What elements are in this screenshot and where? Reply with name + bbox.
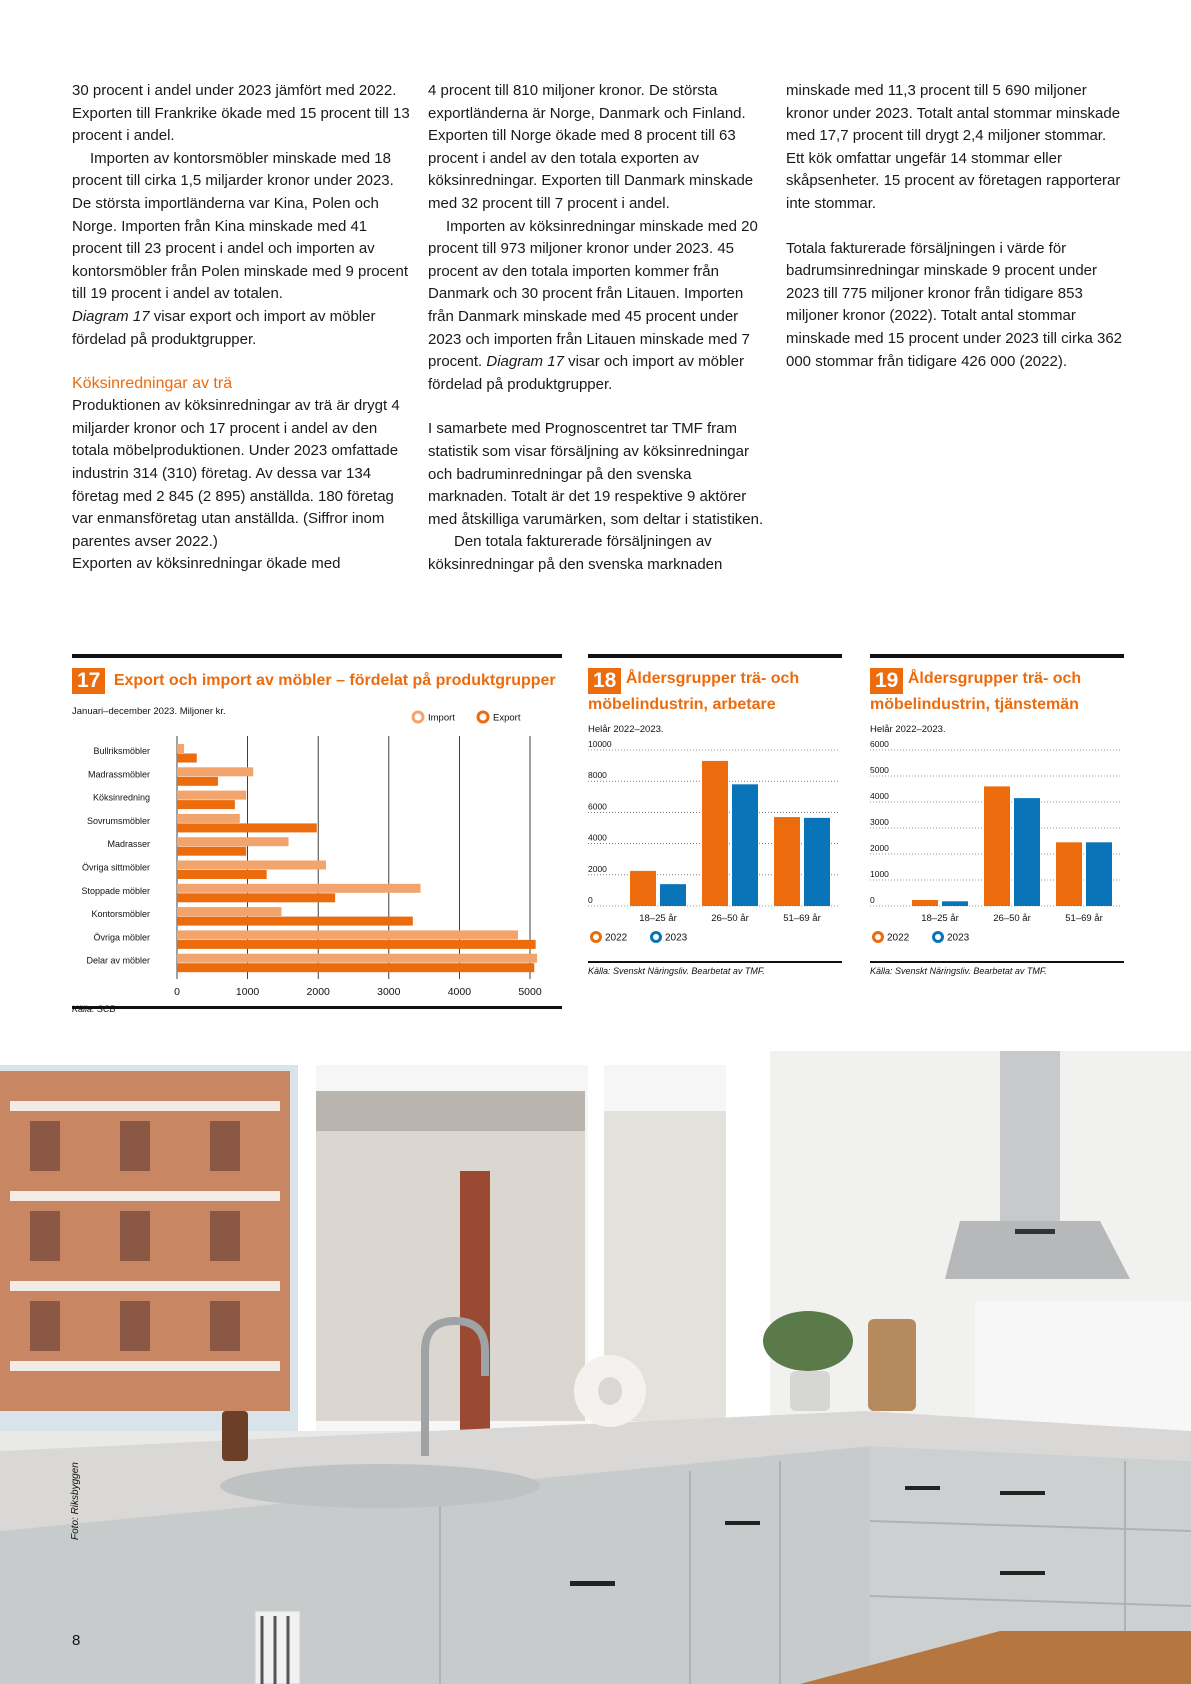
bar-import: [177, 861, 326, 870]
bar-2022: [984, 786, 1010, 906]
bar-2023: [804, 818, 830, 906]
bar-2023: [942, 901, 968, 906]
x-tick-label: 26–50 år: [711, 913, 749, 924]
bar-export: [177, 754, 197, 763]
x-tick-label: 26–50 år: [993, 913, 1031, 924]
chart-17-svg: [72, 700, 562, 1000]
bar-export: [177, 893, 335, 902]
paragraph-text: visar export och import av möbler fördelad på produktgrupper.: [72, 307, 376, 348]
page-number: 8: [72, 1632, 81, 1649]
bar-2022: [912, 900, 938, 906]
legend-marker: [934, 933, 943, 942]
y-tick-label: 2000: [870, 843, 889, 853]
chart-title: Export och import av möbler – fördelat på produktgrupper: [113, 672, 556, 689]
legend-marker: [652, 933, 661, 942]
bar-export: [177, 777, 218, 786]
chart-title: Åldersgrupper trä- och: [625, 670, 800, 687]
paragraph: [72, 148, 412, 351]
x-tick-label: 18–25 år: [639, 913, 677, 924]
bar-export: [177, 917, 413, 926]
text-column-2: [428, 80, 768, 576]
category-label: Madrassmöbler: [87, 769, 150, 780]
legend-marker: [592, 933, 601, 942]
paragraph: 30 procent i andel under 2023 jämfört med 2022. Exporten till Frankrike ökade med 15 procent till 13 procent i andel.: [72, 82, 410, 145]
bar-export: [177, 800, 235, 809]
y-tick-label: 5000: [870, 765, 889, 775]
category-label: Övriga sittmöbler: [81, 862, 150, 873]
chart-19: [870, 654, 1124, 963]
paragraph: Den totala fakturerade försäljningen av köksinredningar på den svenska marknaden: [428, 533, 723, 573]
chart-19-svg: [870, 738, 1124, 960]
chart-18-svg: [588, 738, 842, 960]
paragraph: Exporten av köksinredningar ökade med: [72, 555, 341, 573]
x-tick-label: 3000: [377, 986, 401, 998]
bar-2022: [630, 871, 656, 906]
y-tick-label: 8000: [588, 770, 607, 781]
category-label: Bullriksmöbler: [93, 746, 150, 756]
y-tick-label: 4000: [588, 832, 607, 843]
y-tick-label: 3000: [870, 817, 889, 827]
x-tick-label: 5000: [518, 986, 542, 998]
chart-subtitle: Januari–december 2023. Miljoner kr.: [72, 706, 226, 717]
bar-import: [177, 837, 289, 846]
paragraph: I samarbete med Prognoscentret tar TMF fram statistik som visar försäljning av köksinredningar och badruminredningar på den svenska marknaden. Totalt är det 19 respektive 9 aktörer med åtskilliga varumärken, som deltar i statistiken.: [428, 420, 764, 528]
x-tick-label: 1000: [235, 986, 260, 998]
bar-2022: [1056, 842, 1082, 906]
bar-import: [177, 930, 518, 939]
y-tick-label: 4000: [870, 791, 889, 801]
legend-label: Export: [493, 712, 521, 724]
category-label: Kontorsmöbler: [91, 909, 150, 920]
bar-export: [177, 847, 246, 856]
legend-label: Import: [428, 712, 455, 724]
legend-label: 2022: [887, 932, 910, 944]
chart-title: möbelindustrin, arbetare: [588, 696, 776, 713]
bar-export: [177, 823, 317, 832]
chart-source: Källa: Svenskt Näringsliv. Bearbetat av TMF.: [588, 966, 765, 976]
chart-subtitle: Helår 2022–2023.: [588, 724, 664, 735]
bar-2023: [1014, 798, 1040, 906]
category-label: Övriga möbler: [93, 932, 150, 943]
y-tick-label: 6000: [870, 739, 889, 749]
bar-import: [177, 814, 240, 823]
chart-number: 17: [72, 668, 105, 694]
bar-2023: [732, 784, 758, 906]
diagram-ref: Diagram 17: [486, 353, 564, 371]
section-heading: Köksinredningar av trä: [72, 375, 233, 393]
bar-2023: [660, 884, 686, 906]
chart-title: möbelindustrin, tjänstemän: [870, 696, 1079, 713]
chart-subtitle: Helår 2022–2023.: [870, 724, 946, 735]
y-tick-label: 6000: [588, 801, 607, 812]
bar-import: [177, 907, 281, 916]
text-column-1: [72, 80, 412, 576]
chart-18: [588, 654, 842, 963]
photo-credit: Foto: Riksbyggen: [70, 1462, 81, 1540]
bar-export: [177, 963, 534, 972]
y-tick-label: 1000: [870, 869, 889, 879]
y-tick-label: 0: [870, 895, 875, 905]
x-tick-label: 18–25 år: [921, 913, 959, 924]
x-tick-label: 51–69 år: [1065, 913, 1103, 924]
category-label: Delar av möbler: [86, 955, 150, 966]
bar-import: [177, 954, 537, 963]
x-tick-label: 2000: [306, 986, 330, 998]
paragraph: Totala fakturerade försäljningen i värde för badrumsinredningar minskade 9 procent under 2023 till 775 miljoner kronor från tidigare 853 miljoner kronor (2022). Totalt antal stommar minskade med 15 procent under 2023 till cirka 362 000 stommar från tidigare 426 000 (2022).: [786, 239, 1123, 370]
bar-import: [177, 884, 421, 893]
text-column-3: [786, 80, 1126, 373]
category-label: Stoppade möbler: [81, 885, 150, 896]
paragraph-text: Importen av kontorsmöbler minskade med 18 procent till cirka 1,5 miljarder kronor under 2023. De största importländerna var Kina, Polen och Norge. Importen från Kina minskade med 41 procent till 23 procent i andel och importen av kontorsmöbler från Polen minskade med 9 procent till 19 procent i andel av totalen.: [72, 149, 409, 303]
legend-marker: [413, 712, 423, 722]
chart-source: Källa: Svenskt Näringsliv. Bearbetat av TMF.: [870, 966, 1047, 976]
diagram-ref: Diagram 17: [72, 307, 150, 325]
chart-17: [72, 654, 562, 1009]
chart-source: Källa: SCB: [72, 1004, 116, 1014]
chart-title: Åldersgrupper trä- och: [907, 670, 1082, 687]
paragraph: minskade med 11,3 procent till 5 690 miljoner kronor under 2023. Totalt antal stommar minskade med 17,7 procent till drygt 2,4 miljoner stommar. Ett kök omfattar ungefär 14 stommar eller skåpsenheter. 15 procent av företagen rapporterar inte stommar.: [786, 82, 1121, 212]
category-label: Sovrumsmöbler: [86, 815, 150, 826]
bar-import: [177, 791, 246, 800]
bar-2022: [702, 761, 728, 906]
x-tick-label: 0: [174, 986, 180, 998]
legend-label: 2022: [605, 932, 628, 944]
legend-label: 2023: [665, 932, 688, 944]
paragraph-text: Importen av köksinredningar minskade med 20 procent till 973 miljoner kronor under 2023. 45 procent av den totala importen kommer från Danmark och 30 procent från Litauen. Importen från Danmark minskade med 45 procent under 2023 och importen från Litauen minskade med 7 procent.: [428, 217, 758, 371]
y-tick-label: 0: [588, 895, 593, 905]
paragraph-text: visar och import av möbler fördelad på produktgrupper.: [428, 353, 744, 393]
bar-2022: [774, 817, 800, 906]
y-tick-label: 10000: [588, 739, 612, 749]
kitchen-photo: [0, 1051, 1191, 1684]
category-label: Köksinredning: [92, 792, 150, 803]
bar-export: [177, 870, 267, 879]
bar-export: [177, 940, 536, 949]
y-tick-label: 2000: [588, 863, 607, 874]
legend-marker: [874, 933, 883, 942]
category-label: Madrasser: [107, 839, 150, 850]
bar-import: [177, 744, 184, 753]
chart-number: 18: [588, 668, 621, 694]
bar-import: [177, 767, 253, 776]
legend-label: 2023: [947, 932, 970, 944]
paragraph: 4 procent till 810 miljoner kronor. De största exportländerna är Norge, Danmark och Finland. Exporten till Norge ökade med 8 procent till 63 procent i andel av den totala exporten av köksinredningar. Exporten till Danmark minskade med 32 procent till 7 procent i andel.: [428, 82, 754, 212]
paragraph: [428, 216, 768, 397]
chart-number: 19: [870, 668, 903, 694]
bar-2023: [1086, 842, 1112, 906]
legend-marker: [478, 712, 488, 722]
paragraph: Produktionen av köksinredningar av trä är drygt 4 miljarder kronor och 17 procent i andel av den totala möbelproduktionen. Under 2023 omfattade industrin 314 (310) företag. Av dessa var 134 företag med 2 845 (2 895) anställda. 180 företag var enmansföretag utan anställda. (Siffror inom parentes avser 2022.): [72, 397, 400, 550]
x-tick-label: 51–69 år: [783, 913, 821, 924]
x-tick-label: 4000: [447, 986, 472, 998]
